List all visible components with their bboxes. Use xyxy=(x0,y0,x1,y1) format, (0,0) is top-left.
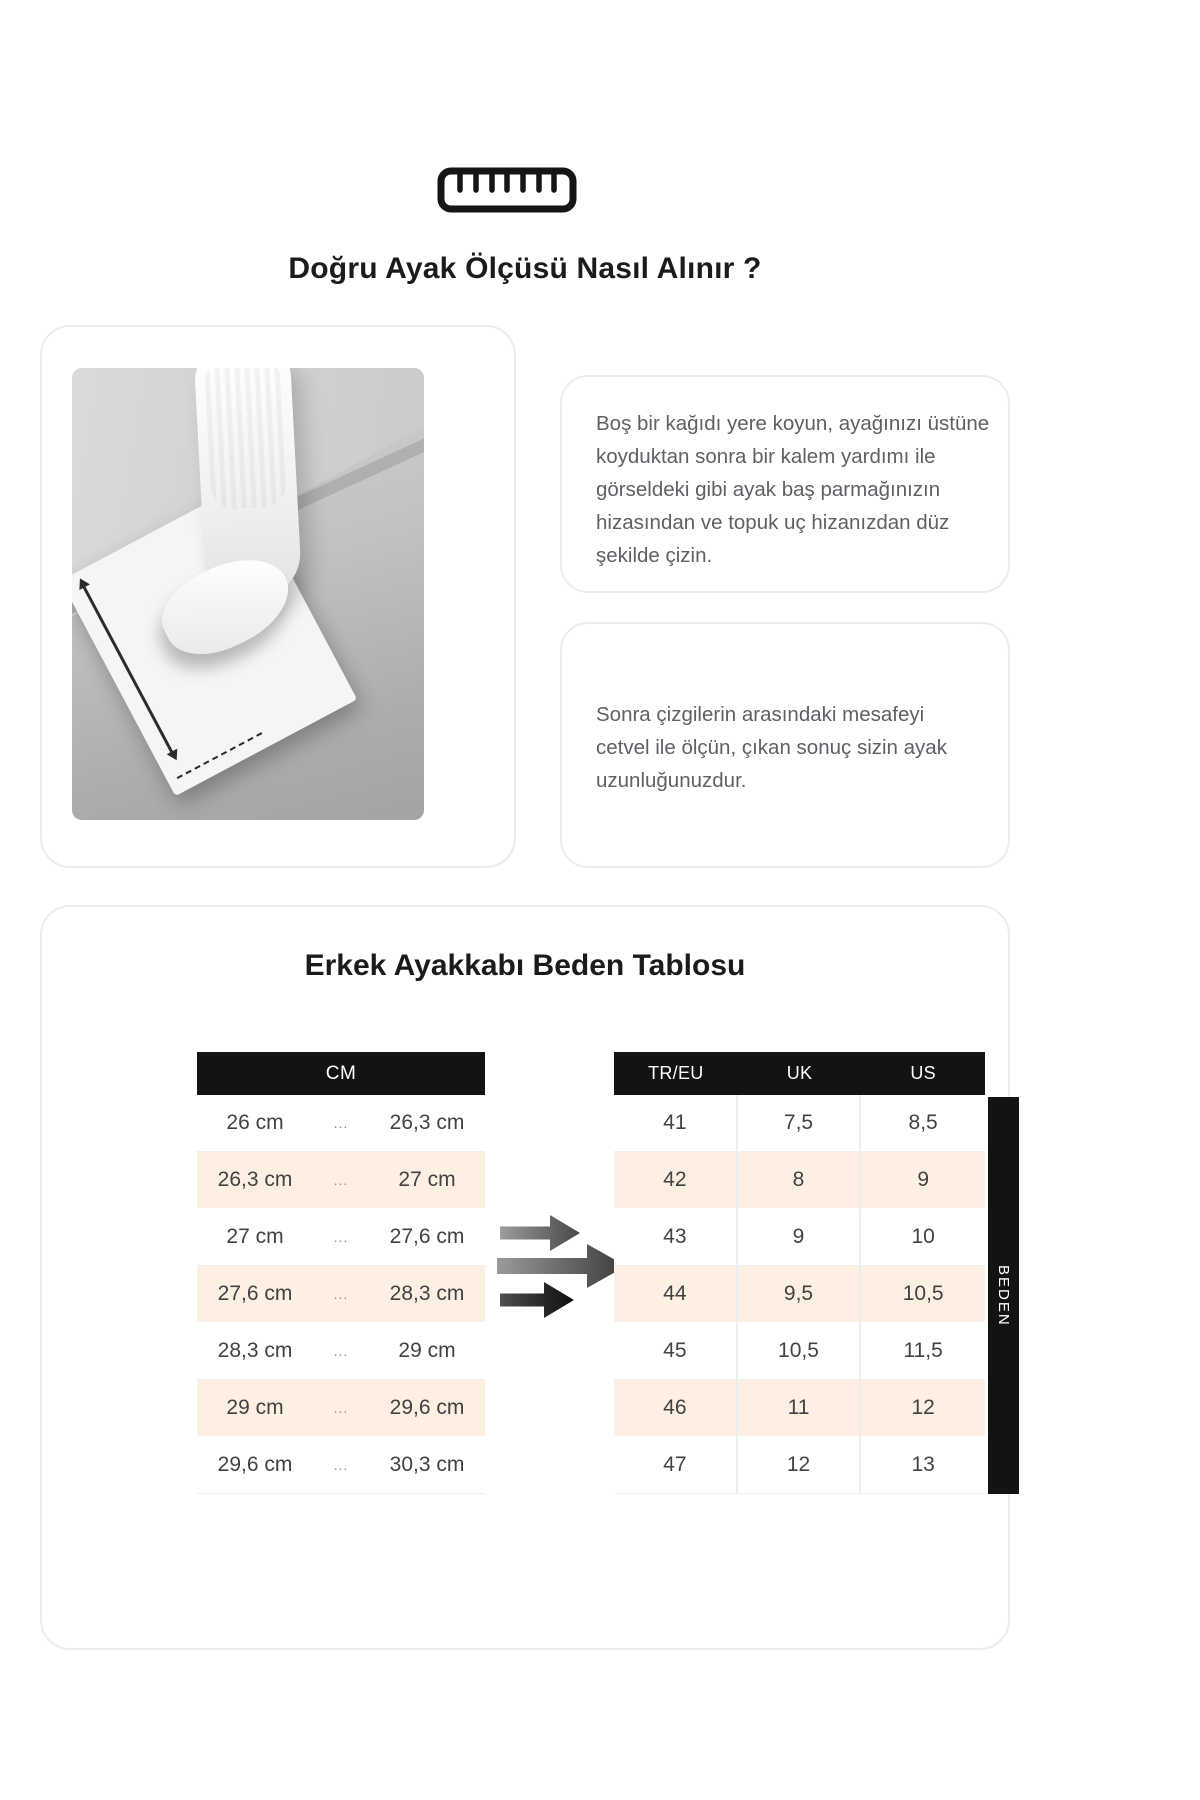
cm-from: 29,6 cm xyxy=(217,1453,293,1476)
size-cell: 47 xyxy=(614,1437,738,1494)
size-cell: 42 xyxy=(614,1152,738,1209)
instruction-step-1 xyxy=(560,375,1010,593)
size-cell: 12 xyxy=(861,1380,985,1437)
table-row xyxy=(197,1380,485,1437)
cm-separator: ... xyxy=(333,1457,349,1473)
size-cell: 9,5 xyxy=(738,1266,862,1323)
size-cell: 10,5 xyxy=(861,1266,985,1323)
size-cell: 43 xyxy=(614,1209,738,1266)
instruction-line: şekilde çizin. xyxy=(596,544,713,567)
size-cell: 44 xyxy=(614,1266,738,1323)
size-table-header-row xyxy=(614,1052,985,1095)
cm-separator: ... xyxy=(333,1343,349,1359)
size-cell: 41 xyxy=(614,1095,738,1152)
cm-to: 28,3 cm xyxy=(389,1282,465,1305)
instruction-line: Sonra çizgilerin arasındaki mesafeyi xyxy=(596,703,925,726)
size-cell: 10 xyxy=(861,1209,985,1266)
cm-to: 30,3 cm xyxy=(389,1453,465,1476)
measure-photo-card xyxy=(40,325,516,868)
size-cell: 9 xyxy=(738,1209,862,1266)
size-cell: 12 xyxy=(738,1437,862,1494)
measure-dashed-line xyxy=(177,732,263,779)
instruction-line: uzunluğunuzdur. xyxy=(596,769,747,792)
ruler-icon xyxy=(437,166,577,214)
table-row xyxy=(197,1266,485,1323)
cm-separator: ... xyxy=(333,1172,349,1188)
cm-separator: ... xyxy=(333,1400,349,1416)
cm-from: 27,6 cm xyxy=(217,1282,293,1305)
beden-label: BEDEN xyxy=(995,1264,1012,1327)
header-us: US xyxy=(910,1063,936,1083)
size-cell: 46 xyxy=(614,1380,738,1437)
cm-to: 27 cm xyxy=(398,1168,456,1191)
shoe-size-table xyxy=(614,1052,985,1494)
size-cell: 45 xyxy=(614,1323,738,1380)
page-title: Doğru Ayak Ölçüsü Nasıl Alınır ? xyxy=(288,252,762,285)
instruction-line: koyduktan sonra bir kalem yardımı ile xyxy=(596,445,936,468)
instruction-line: Boş bir kağıdı yere koyun, ayağınızı üstüne xyxy=(596,412,990,435)
size-cell: 7,5 xyxy=(738,1095,862,1152)
cm-to: 29,6 cm xyxy=(389,1396,465,1419)
cm-from: 26 cm xyxy=(226,1111,284,1134)
size-cell: 11,5 xyxy=(861,1323,985,1380)
table-row xyxy=(197,1095,485,1152)
header-tr-eu: TR/EU xyxy=(648,1063,704,1083)
cm-from: 26,3 cm xyxy=(217,1168,293,1191)
cm-from: 27 cm xyxy=(226,1225,284,1248)
table-row xyxy=(197,1437,485,1494)
size-chart-title: Erkek Ayakkabı Beden Tablosu xyxy=(304,949,746,982)
cm-separator: ... xyxy=(333,1115,349,1131)
size-cell: 9 xyxy=(861,1152,985,1209)
size-table-body xyxy=(614,1095,985,1494)
cm-table-header: CM xyxy=(197,1052,485,1095)
size-cell: 10,5 xyxy=(738,1323,862,1380)
cm-separator: ... xyxy=(333,1229,349,1245)
cm-separator: ... xyxy=(333,1286,349,1302)
foot-measure-photo xyxy=(72,368,424,820)
instruction-line: cetvel ile ölçün, çıkan sonuç sizin ayak xyxy=(596,736,947,759)
size-cell: 8 xyxy=(738,1152,862,1209)
instruction-line: hizasından ve topuk uç hizanızdan düz xyxy=(596,511,950,534)
cm-to: 26,3 cm xyxy=(389,1111,465,1134)
beden-side-bar xyxy=(988,1097,1019,1494)
cm-to: 27,6 cm xyxy=(389,1225,465,1248)
cm-from: 29 cm xyxy=(226,1396,284,1419)
size-cell: 11 xyxy=(738,1380,862,1437)
cm-to: 29 cm xyxy=(398,1339,456,1362)
header-uk: UK xyxy=(786,1063,813,1083)
cm-range-table xyxy=(197,1052,485,1494)
instruction-step-2 xyxy=(560,622,1010,868)
size-cell: 8,5 xyxy=(861,1095,985,1152)
measure-arrow-line xyxy=(82,586,172,753)
cm-from: 28,3 cm xyxy=(217,1339,293,1362)
size-chart-card xyxy=(40,905,1010,1650)
instruction-line: görseldeki gibi ayak baş parmağınızın xyxy=(596,478,941,501)
size-cell: 13 xyxy=(861,1437,985,1494)
table-row xyxy=(197,1152,485,1209)
table-row xyxy=(197,1209,485,1266)
cm-table-body xyxy=(197,1095,485,1494)
table-row xyxy=(197,1323,485,1380)
